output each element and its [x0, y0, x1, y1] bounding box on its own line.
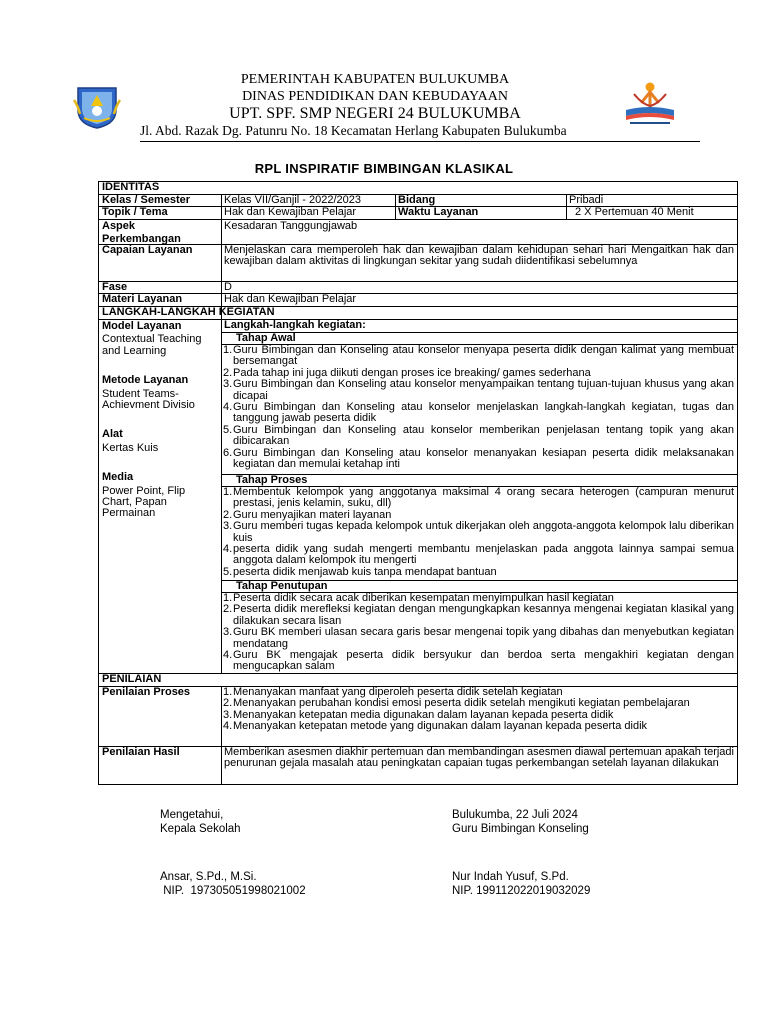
list-item-text: Guru BK mengajak peserta didik bersyukur dan berdoa serta mengakhiri kegiatan dengan mengucapkan salam — [233, 649, 734, 673]
list-item-number: 3. — [223, 378, 233, 391]
signature-right-line2: Guru Bimbingan Konseling — [452, 823, 589, 835]
table-rule — [99, 293, 737, 294]
signature-left-name: Ansar, S.Pd., M.Si. — [160, 871, 257, 883]
materi-value: Hak dan Kewajiban Pelajar — [224, 293, 357, 305]
metode-label: Metode Layanan — [102, 374, 189, 387]
tahap-penutupan-heading: Tahap Penutupan — [236, 580, 328, 592]
list-item-number: 1. — [223, 686, 233, 698]
bidang-value: Pribadi — [569, 194, 604, 206]
list-item — [223, 487, 734, 510]
penilaian-proses-list — [223, 687, 734, 733]
list-item-text: Menanyakan perubahan kondisi emosi peserta didik setelah mengikuti kegiatan pembelajaran — [233, 697, 690, 710]
list-item — [223, 521, 734, 544]
list-item — [223, 425, 734, 448]
model-value: Contextual Teaching and Learning — [102, 333, 202, 357]
list-item-number: 3. — [223, 520, 233, 533]
list-item-number: 2. — [223, 508, 233, 521]
letterhead-department: DINAS PENDIDIKAN DAN KEBUDAYAAN — [242, 89, 508, 104]
signature-left-line1: Mengetahui, — [160, 809, 224, 821]
list-item — [223, 567, 734, 578]
table-rule — [99, 319, 737, 320]
tahap-penutupan-list — [223, 593, 734, 673]
list-item-text: Membentuk kelompok yang anggotanya maksimal 4 orang secara heterogen (campuran menurut prestasi, jenis kelamin, suku, dll) — [233, 486, 734, 510]
topik-value: Hak dan Kewajiban Pelajar — [224, 206, 357, 218]
list-item — [223, 402, 734, 425]
aspek-value: Kesadaran Tanggungjawab — [224, 220, 358, 232]
school-education-logo — [620, 80, 680, 128]
table-rule — [566, 194, 567, 219]
list-item-number: 3. — [223, 708, 233, 721]
aspek-label-line: Aspek — [102, 220, 136, 232]
capaian-label: Capaian Layanan — [102, 244, 193, 256]
list-item-text: peserta didik yang sudah mengerti membantu menjelaskan pada anggota lainnya sampai semua anggota dalam kelompok itu mengerti — [233, 543, 734, 567]
list-item-number: 1. — [223, 592, 233, 604]
list-item-number: 4. — [223, 543, 233, 556]
aspek-label — [102, 221, 181, 246]
table-rule — [221, 319, 222, 673]
letterhead-school-name: UPT. SPF. SMP NEGERI 24 BULUKUMBA — [229, 105, 521, 122]
letterhead-address: Jl. Abd. Razak Dg. Patunru No. 18 Kecamatan Herlang Kabupaten Bulukumba — [140, 123, 567, 138]
list-item-number: 3. — [223, 626, 233, 639]
list-item-number: 1. — [223, 344, 233, 356]
letterhead-government: PEMERINTAH KABUPATEN BULUKUMBA — [240, 72, 510, 87]
fase-label: Fase — [102, 281, 128, 293]
list-item — [223, 345, 734, 368]
signature-headmaster — [160, 808, 306, 898]
list-item-number: 4. — [223, 649, 233, 662]
list-item-text: Guru Bimbingan dan Konseling atau konselor menjelaskan langkah-langkah kegiatan, tugas dan tanggung jawab peserta didik — [233, 401, 734, 425]
list-item-text: Guru Bimbingan dan Konseling atau konselor memberikan penjelasan tentang topik yang akan dibicarakan — [233, 423, 734, 448]
tahap-awal-list — [223, 345, 734, 470]
media-label: Media — [102, 471, 134, 484]
list-item-number: 5. — [223, 423, 233, 436]
list-item — [223, 379, 734, 402]
letterhead-divider — [140, 141, 700, 142]
list-item-text: Menanyakan manfaat yang diperoleh peserta didik setelah kegiatan — [233, 686, 563, 698]
capaian-value: Menjelaskan cara memperoleh hak dan kewajiban dalam kehidupan sehari hari Mengaitkan hak dan kewajiban dalam aktivitas di lingkungan sekitar yang sudah diidentifikasi sebelumnya — [224, 244, 734, 268]
signature-left-nip: NIP. 197305051998021002 — [160, 885, 306, 897]
list-item-number: 4. — [223, 720, 233, 733]
table-rule — [99, 281, 737, 282]
aspek-label-line: Perkembangan — [102, 233, 181, 246]
tahap-proses-list — [223, 487, 734, 578]
list-item — [223, 650, 734, 673]
list-item-text: Menanyakan ketepatan media digunakan dalam layanan kepada peserta didik — [233, 708, 614, 721]
list-item-text: peserta didik menjawab kuis tanpa mendapat bantuan — [233, 565, 497, 578]
tahap-awal-heading: Tahap Awal — [236, 332, 296, 344]
list-item-number: 2. — [223, 366, 233, 379]
list-item — [223, 544, 734, 567]
penilaian-hasil-label: Penilaian Hasil — [102, 746, 180, 758]
list-item-text: Guru menyajikan materi layanan — [233, 508, 392, 521]
list-item-number: 4. — [223, 401, 233, 414]
alat-label: Alat — [102, 428, 123, 441]
list-item-text: Peserta didik merefleksi kegiatan dengan mengungkapkan kesannya mengenai kegiatan klasikal yang dilakukan secara lisan — [233, 603, 734, 627]
list-item-text: Peserta didik secara acak diberikan kesempatan menyimpulkan hasil kegiatan — [233, 592, 614, 604]
table-rule — [99, 673, 737, 674]
list-item — [223, 604, 734, 627]
tahap-proses-heading: Tahap Proses — [236, 474, 308, 486]
signature-right-line1: Bulukumba, 22 Juli 2024 — [452, 809, 578, 821]
list-item-number: 1. — [223, 486, 233, 498]
identitas-header: IDENTITAS — [102, 181, 160, 193]
list-item-text: Guru Bimbingan dan Konseling atau konselor menyapa peserta didik dengan kalimat yang membuat bersemangat — [233, 344, 734, 368]
langkah-header: LANGKAH-LANGKAH KEGIATAN — [102, 306, 275, 318]
langkah-left-column — [102, 321, 218, 520]
list-item-text: Guru memberi tugas kepada kelompok untuk dikerjakan oleh anggota-anggota kelompok lalu diberikan kuis — [233, 520, 734, 544]
alat-value: Kertas Kuis — [102, 441, 159, 454]
list-item-text: Guru Bimbingan dan Konseling atau konselor menyampaikan tentang tujuan-tujuan khusus yang akan dicapai — [233, 378, 734, 402]
signature-right-nip: NIP. 199112022019032029 — [452, 885, 591, 897]
list-item-number: 6. — [223, 446, 233, 459]
document-title: RPL INSPIRATIF BIMBINGAN KLASIKAL — [254, 161, 514, 176]
table-rule — [395, 194, 396, 219]
kelas-value: Kelas VII/Ganjil - 2022/2023 — [224, 194, 361, 206]
list-item-text: Guru BK memberi ulasan secara garis besar mengenai topik yang dibahas dan menyebutkan kegiatan mendatang — [233, 626, 734, 650]
topik-label: Topik / Tema — [102, 206, 168, 218]
metode-value: Student Teams-Achievment Divisio — [102, 387, 195, 412]
media-value: Power Point, Flip Chart, Papan Permainan — [102, 484, 186, 520]
signature-left-line2: Kepala Sekolah — [160, 823, 241, 835]
waktu-label: Waktu Layanan — [398, 206, 479, 218]
list-item-text: Pada tahap ini juga diikuti dengan proses ice breaking/ games sederhana — [233, 366, 591, 379]
waktu-value: 2 X Pertemuan 40 Menit — [575, 206, 694, 218]
list-item-number: 2. — [223, 697, 233, 710]
steps-header: Langkah-langkah kegiatan: — [224, 319, 366, 331]
penilaian-header: PENILAIAN — [102, 673, 162, 685]
table-rule — [221, 686, 222, 784]
list-item-number: 5. — [223, 565, 233, 578]
bulukumba-emblem-logo — [72, 80, 122, 130]
signature-right-name: Nur Indah Yusuf, S.Pd. — [452, 871, 569, 883]
table-rule — [221, 332, 737, 333]
model-label: Model Layanan — [102, 320, 182, 332]
rpl-table — [98, 181, 738, 785]
table-rule — [99, 219, 737, 220]
list-item-text: Guru Bimbingan dan Konseling atau konselor menanyakan kesiapan peserta didik melaksanakan kegiatan dan memulai ketahap inti — [233, 446, 734, 471]
table-rule — [221, 194, 222, 319]
penilaian-proses-label: Penilaian Proses — [102, 686, 191, 698]
fase-value: D — [224, 281, 232, 293]
list-item — [223, 448, 734, 471]
list-item-number: 2. — [223, 603, 233, 616]
list-item-text: Menanyakan ketepatan metode yang digunakan dalam layanan kepada peserta didik — [233, 720, 648, 733]
signature-counselor — [452, 808, 590, 898]
materi-label: Materi Layanan — [102, 293, 183, 305]
penilaian-hasil-value: Memberikan asesmen diakhir pertemuan dan membandingan asesmen diawal pertemuan apakah terjadi penurunan gejala masalah atau peningkatan capaian tugas perkembangan setelah layanan dilakukan — [224, 746, 734, 770]
bidang-label: Bidang — [398, 194, 436, 206]
list-item — [223, 627, 734, 650]
list-item — [223, 721, 734, 732]
kelas-label: Kelas / Semester — [102, 194, 191, 206]
